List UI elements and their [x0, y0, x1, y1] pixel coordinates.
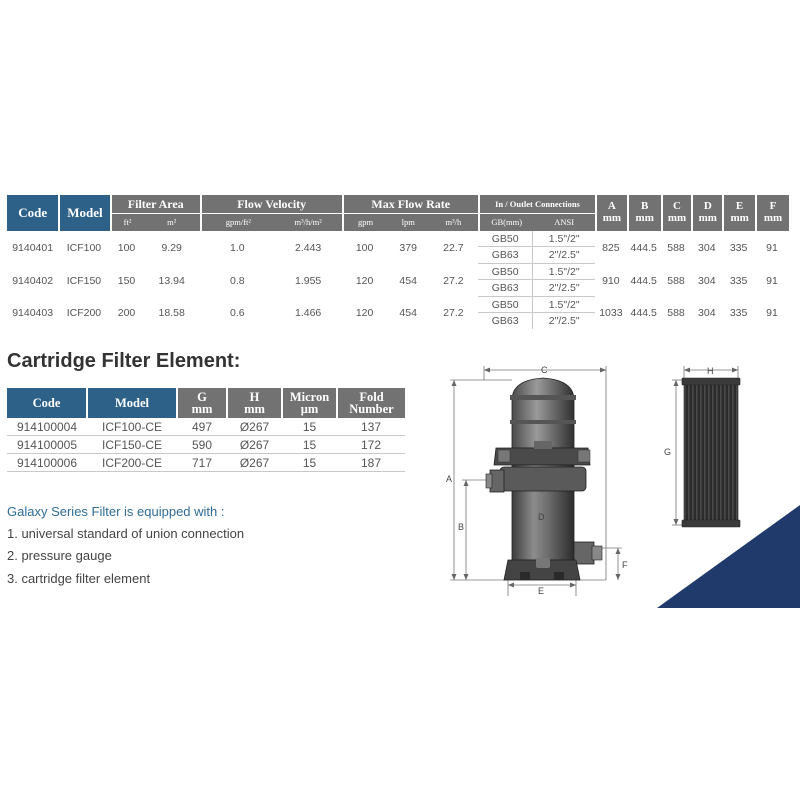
- cell-ansi: 2"/2.5": [533, 279, 595, 297]
- cart-cell-h: Ø267: [227, 454, 282, 472]
- unit-gpm: gpm: [342, 213, 388, 231]
- filter-housing-drawing: [446, 365, 628, 596]
- cell-m3h: 27.2: [443, 274, 464, 287]
- cell-m3h-m2: 2.443: [295, 241, 322, 254]
- cell-dim-b: 444.5: [630, 307, 657, 319]
- cart-cell-fold: 137: [337, 418, 405, 436]
- cell-gpm: 120: [355, 274, 374, 287]
- unit-lpm: lpm: [388, 213, 429, 231]
- cell-dim-c: 588: [667, 241, 685, 254]
- header-dim-a: A mm: [595, 195, 627, 231]
- label-a: A: [446, 474, 453, 484]
- cart-cell-h: Ø267: [227, 418, 282, 436]
- cell-m2: 18.58: [158, 307, 185, 319]
- unit-m2: m²: [143, 213, 199, 231]
- cart-cell-h: Ø267: [227, 436, 282, 454]
- header-code: Code: [7, 195, 58, 231]
- cart-cell-model: ICF200-CE: [87, 454, 177, 472]
- cart-cell-model: ICF100-CE: [87, 418, 177, 436]
- cell-m2: 13.94: [158, 274, 185, 287]
- cart-header-g: G mm: [177, 388, 227, 418]
- cart-header-micron: Micron μm: [282, 388, 337, 418]
- cartridge-element-drawing: [664, 366, 740, 527]
- header-dim-b: B mm: [627, 195, 661, 231]
- cell-ansi: 2"/2.5": [533, 246, 595, 264]
- unit-m3h-m2: m³/h/m²: [275, 213, 342, 231]
- cell-gpm: 100: [355, 241, 374, 254]
- cell-gb: GB50: [478, 264, 533, 279]
- label-g: G: [664, 447, 672, 457]
- cell-ft2: 200: [117, 307, 136, 319]
- cell-model: ICF100: [66, 241, 102, 254]
- header-dim-f: F mm: [755, 195, 789, 231]
- header-dim-d: D mm: [691, 195, 722, 231]
- cell-dim-e: 335: [729, 307, 748, 319]
- cell-m3h: 22.7: [443, 241, 464, 254]
- unit-gb-mm: GB(mm): [478, 213, 533, 231]
- cart-cell-micron: 15: [282, 454, 337, 472]
- cell-ansi: 2"/2.5": [533, 312, 595, 329]
- cart-header-model: Model: [87, 388, 177, 418]
- cell-gpm-ft2: 1.0: [230, 241, 245, 254]
- cell-ansi: 1.5"/2": [548, 298, 580, 311]
- header-filter-area: Filter Area: [110, 195, 200, 213]
- cell-lpm: 454: [399, 274, 417, 287]
- cell-dim-a: 825: [602, 241, 620, 254]
- cart-header-fold: Fold Number: [337, 388, 405, 418]
- cart-cell-code: 914100004: [7, 418, 87, 436]
- cell-m3h-m2: 1.466: [295, 307, 322, 319]
- cell-gb: GB63: [478, 312, 533, 329]
- cart-cell-model: ICF150-CE: [87, 436, 177, 454]
- cell-dim-f: 91: [766, 307, 778, 319]
- cell-m2: 9.29: [161, 241, 182, 254]
- cart-cell-fold: 172: [337, 436, 405, 454]
- label-h: H: [707, 366, 714, 376]
- header-max-flow-rate: Max Flow Rate: [342, 195, 479, 213]
- label-b: B: [458, 522, 465, 532]
- cell-gb: GB63: [478, 279, 533, 297]
- cell-m3h: 27.2: [443, 307, 464, 319]
- unit-ft2: ft²: [110, 213, 144, 231]
- header-model: Model: [58, 195, 109, 231]
- cell-dim-b: 444.5: [630, 274, 657, 287]
- cell-gb: GB63: [478, 246, 533, 264]
- cell-gpm-ft2: 0.8: [230, 274, 245, 287]
- cell-dim-e: 335: [729, 241, 748, 254]
- cell-dim-a: 910: [602, 274, 620, 287]
- cell-m3h-m2: 1.955: [295, 274, 322, 287]
- cart-cell-g: 497: [177, 418, 227, 436]
- label-d: D: [538, 512, 545, 522]
- cell-dim-b: 444.5: [630, 241, 657, 254]
- cell-dim-e: 335: [729, 274, 748, 287]
- cell-lpm: 454: [399, 307, 417, 319]
- header-connections: In / Outlet Connections: [478, 195, 595, 213]
- unit-gpm-ft2: gpm/ft²: [200, 213, 275, 231]
- cell-code: 9140402: [12, 274, 54, 287]
- unit-m3h: m³/h: [429, 213, 478, 231]
- cell-code: 9140403: [12, 307, 54, 319]
- cell-dim-a: 1033: [599, 307, 623, 319]
- cart-cell-code: 914100005: [7, 436, 87, 454]
- cell-model: ICF150: [66, 274, 102, 287]
- cell-dim-d: 304: [698, 307, 716, 319]
- cell-dim-f: 91: [766, 274, 778, 287]
- cart-cell-fold: 187: [337, 454, 405, 472]
- cell-ansi: 1.5"/2": [548, 232, 580, 245]
- cart-header-code: Code: [7, 388, 87, 418]
- cell-dim-c: 588: [667, 274, 685, 287]
- feature-item-pressure-gauge: 2. pressure gauge: [7, 548, 112, 563]
- cell-dim-d: 304: [698, 274, 716, 287]
- cell-gb: GB50: [478, 297, 533, 312]
- cell-dim-d: 304: [698, 241, 716, 254]
- cell-gpm-ft2: 0.6: [230, 307, 245, 319]
- cell-dim-f: 91: [766, 241, 778, 254]
- cartridge-title: Cartridge Filter Element:: [7, 350, 241, 372]
- feature-item-cartridge-element: 3. cartridge filter element: [7, 571, 151, 586]
- label-e: E: [538, 586, 545, 596]
- features-title: Galaxy Series Filter is equipped with :: [7, 504, 225, 519]
- label-f: F: [622, 560, 628, 570]
- feature-item-union-connection: 1. universal standard of union connection: [7, 526, 245, 541]
- cell-gb: GB50: [478, 231, 533, 246]
- cart-cell-g: 717: [177, 454, 227, 472]
- cell-dim-c: 588: [667, 307, 685, 319]
- cart-cell-g: 590: [177, 436, 227, 454]
- cart-header-h: H mm: [227, 388, 282, 418]
- cell-ft2: 150: [117, 274, 136, 287]
- cell-gpm: 120: [355, 307, 374, 319]
- cell-code: 9140401: [12, 241, 54, 254]
- cart-cell-micron: 15: [282, 418, 337, 436]
- unit-ansi: ANSI: [533, 213, 595, 231]
- cell-lpm: 379: [399, 241, 417, 254]
- cell-ft2: 100: [117, 241, 136, 254]
- cell-model: ICF200: [66, 307, 102, 319]
- header-dim-e: E mm: [722, 195, 755, 231]
- cart-cell-micron: 15: [282, 436, 337, 454]
- label-c: C: [541, 365, 548, 375]
- header-dim-c: C mm: [661, 195, 692, 231]
- header-flow-velocity: Flow Velocity: [200, 195, 342, 213]
- cart-cell-code: 914100006: [7, 454, 87, 472]
- cell-ansi: 1.5"/2": [548, 265, 580, 278]
